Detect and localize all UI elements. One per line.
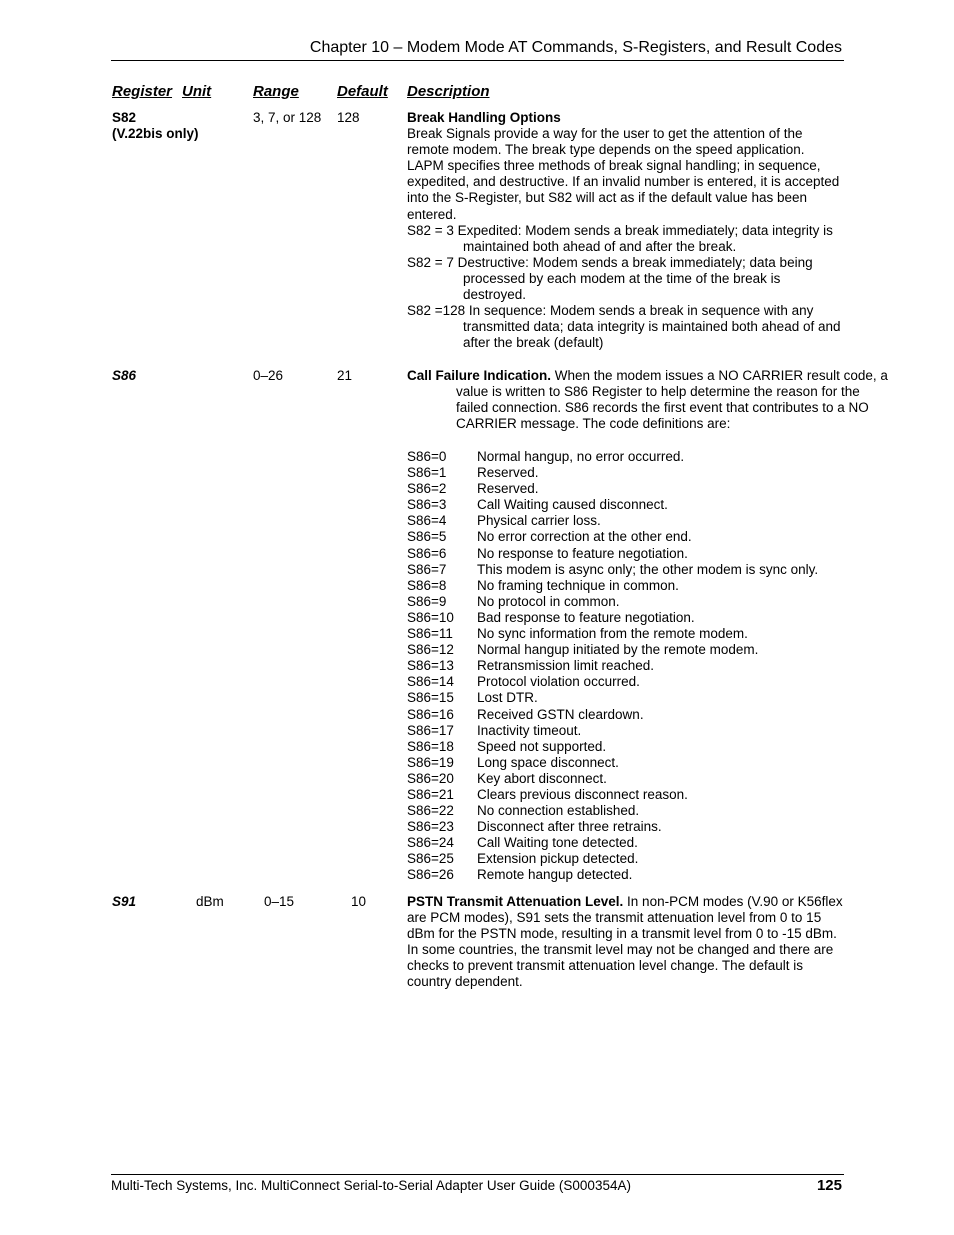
chapter-header: Chapter 10 – Modem Mode AT Commands, S-Registers, and Result Codes: [309, 39, 842, 56]
s86-code-meaning: No connection established.: [477, 803, 640, 819]
s86-code-meaning: Speed not supported.: [477, 738, 607, 754]
s86-code-meaning: Retransmission limit reached.: [477, 658, 655, 674]
s86-code: S86=24: [407, 835, 454, 851]
footer-text: Multi-Tech Systems, Inc. MultiConnect Serial-to-Serial Adapter User Guide (S000354A): [111, 1178, 631, 1193]
list-item: [407, 578, 844, 594]
list-item: [407, 867, 844, 883]
list-item: [407, 626, 844, 642]
s86-code: S86=21: [407, 786, 454, 802]
s82-range: 3, 7, or 128: [253, 110, 322, 125]
s86-range: 0–26: [253, 368, 284, 383]
s86-code-meaning: No response to feature negotiation.: [477, 545, 688, 561]
list-item: [407, 529, 844, 545]
s86-code: S86=8: [407, 577, 447, 593]
list-item: [407, 497, 844, 513]
s82-option-3: S82 = 3 Expedited: Modem sends a break immediately; data integrity is maintained both ahead of and after the break.: [407, 222, 833, 254]
s86-title: Call Failure Indication.: [407, 368, 552, 383]
s86-code: S86=6: [407, 545, 447, 561]
page-number: 125: [816, 1177, 842, 1194]
list-item: [407, 771, 844, 787]
s91-body: In non-PCM modes (V.90 or K56flex are PCM modes), S91 sets the transmit attenuation level from 0 to 15 dBm for the PSTN mode, resulting in a transmit level from 0 to -15 dBm. In some countries, the transmit level may not be changed and there are checks to prevent transmit attenuation level change. The default is country dependent.: [407, 894, 843, 990]
col-range-header: Range: [253, 83, 299, 100]
list-item: [407, 835, 844, 851]
s86-code: S86=13: [407, 658, 454, 674]
s86-code-meaning: Inactivity timeout.: [477, 722, 582, 738]
s86-code: S86=3: [407, 497, 447, 513]
s86-code: S86=9: [407, 593, 447, 609]
list-item: [407, 513, 844, 529]
s91-unit: dBm: [196, 894, 224, 909]
s86-code-meaning: This modem is async only; the other modem is sync only.: [477, 561, 819, 577]
s86-code-meaning: Protocol violation occurred.: [477, 674, 640, 690]
s86-code-meaning: Normal hangup, no error occurred.: [477, 449, 685, 464]
s86-code: S86=19: [407, 754, 454, 770]
s82-description: [407, 110, 844, 351]
s86-code-meaning: Long space disconnect.: [477, 754, 619, 770]
s82-default: 128: [337, 110, 360, 125]
s86-code: S86=15: [407, 690, 454, 706]
list-item: [407, 819, 844, 835]
s86-code: S86=12: [407, 642, 454, 658]
s86-code: S86=11: [407, 626, 453, 642]
s86-code-meaning: Extension pickup detected.: [477, 851, 639, 867]
s86-code: S86=25: [407, 851, 454, 867]
list-item: [407, 642, 844, 658]
list-item: [407, 546, 844, 562]
s86-code: S86=23: [407, 819, 454, 835]
list-item: [407, 674, 844, 690]
s91-range: 0–15: [264, 894, 295, 909]
s91-default: 10: [351, 894, 367, 909]
list-item: [407, 610, 844, 626]
footer-rule: [111, 1174, 844, 1175]
s86-code-meaning: Key abort disconnect.: [477, 770, 607, 786]
s86-description: [407, 368, 893, 432]
s82-register-note: (V.22bis only): [112, 126, 199, 141]
s86-code-meaning: Normal hangup initiated by the remote modem.: [477, 642, 759, 658]
s86-code: S86=1: [407, 465, 447, 481]
s86-code: S86=26: [407, 867, 454, 883]
list-item: [407, 787, 844, 803]
col-unit-header: Unit: [182, 83, 212, 100]
s86-code: S86=17: [407, 722, 454, 738]
s86-code: S86=2: [407, 481, 447, 497]
s86-code: S86=22: [407, 803, 454, 819]
s82-register: S82: [112, 110, 137, 125]
s86-code-meaning: No sync information from the remote modem.: [477, 626, 748, 642]
col-description-header: Description: [407, 83, 490, 100]
list-item: [407, 449, 844, 465]
list-item: [407, 562, 844, 578]
list-item: [407, 481, 844, 497]
s86-code-meaning: No error correction at the other end.: [477, 529, 692, 545]
list-item: [407, 739, 844, 755]
list-item: [407, 658, 844, 674]
s91-description: [407, 894, 844, 991]
s86-code-meaning: Reserved.: [477, 465, 539, 481]
s86-code-meaning: Lost DTR.: [477, 690, 538, 706]
s91-title: PSTN Transmit Attenuation Level.: [407, 894, 624, 909]
s86-code: S86=4: [407, 513, 447, 529]
list-item: [407, 755, 844, 771]
s86-code: S86=14: [407, 674, 454, 690]
list-item: [407, 465, 844, 481]
s82-option-7: S82 = 7 Destructive: Modem sends a break immediately; data being processed by each modem at the time of the break is destroyed.: [407, 254, 813, 303]
col-register-header: Register: [112, 83, 173, 100]
s86-code-meaning: Remote hangup detected.: [477, 867, 633, 883]
s86-code: S86=0: [407, 449, 447, 464]
s82-title: Break Handling Options: [407, 110, 561, 125]
s86-body: When the modem issues a NO CARRIER result code, a value is written to S86 Register to help determine the reason for the failed connection. S86 records the first event that contributes to a NO CARRIER message. The code definitions are:: [456, 368, 888, 432]
header-rule: [111, 60, 844, 61]
list-item: [407, 594, 844, 610]
list-item: [407, 723, 844, 739]
s86-code-meaning: Clears previous disconnect reason.: [477, 786, 688, 802]
s86-code: S86=5: [407, 529, 447, 545]
s86-code-meaning: No protocol in common.: [477, 593, 620, 609]
s86-code-meaning: Received GSTN cleardown.: [477, 706, 644, 722]
s86-code: S86=20: [407, 770, 454, 786]
s86-code: S86=7: [407, 561, 447, 577]
s86-code-list: [407, 449, 844, 884]
s86-register: S86: [112, 368, 137, 383]
list-item: [407, 851, 844, 867]
list-item: [407, 707, 844, 723]
s86-code: S86=10: [407, 609, 454, 625]
s86-default: 21: [337, 368, 353, 383]
s86-code-meaning: Disconnect after three retrains.: [477, 819, 662, 835]
s86-code-meaning: Call Waiting tone detected.: [477, 835, 638, 851]
s86-code: S86=18: [407, 738, 454, 754]
list-item: [407, 690, 844, 706]
s86-code-meaning: Physical carrier loss.: [477, 513, 601, 529]
s86-code-meaning: No framing technique in common.: [477, 577, 679, 593]
col-default-header: Default: [337, 83, 388, 100]
s86-code-meaning: Call Waiting caused disconnect.: [477, 497, 668, 513]
list-item: [407, 803, 844, 819]
s86-code-meaning: Bad response to feature negotiation.: [477, 609, 695, 625]
s82-option-128: S82 =128 In sequence: Modem sends a break in sequence with any transmitted data; data integrity is maintained both ahead of and after the break (default): [407, 303, 841, 351]
s82-body: Break Signals provide a way for the user to get the attention of the remote modem. The break type depends on the speed application. LAPM specifies three methods of break signal handling; in sequence, expedited, and destructive. If an invalid number is entered, it is accepted into the S-Register, but S82 will act as if the default value has been entered.: [407, 126, 840, 222]
s86-code: S86=16: [407, 706, 454, 722]
s86-code-meaning: Reserved.: [477, 481, 539, 497]
s91-register: S91: [112, 894, 137, 909]
